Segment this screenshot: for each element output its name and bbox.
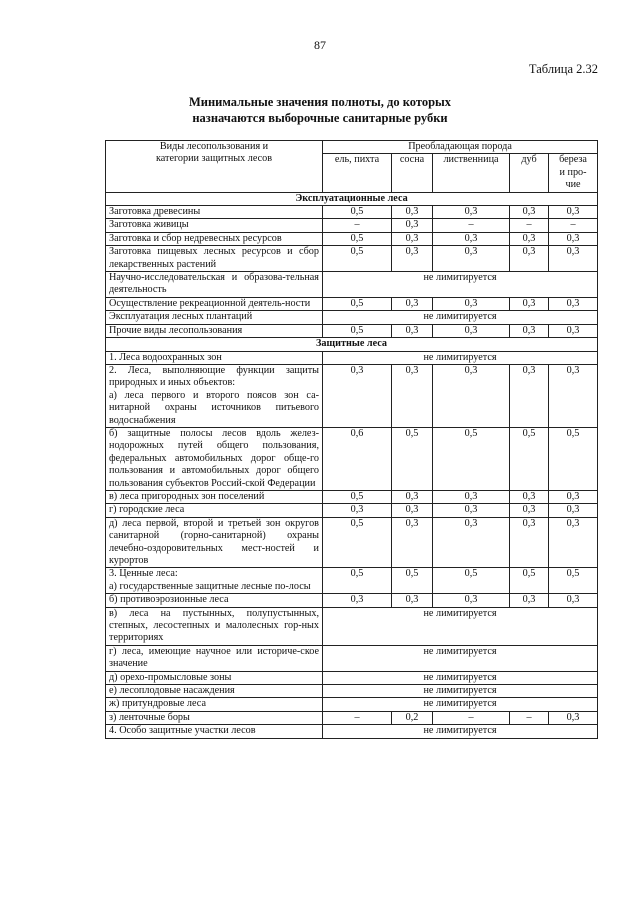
not-limited-note: не лимитируется — [323, 607, 598, 645]
not-limited-note: не лимитируется — [323, 698, 598, 711]
density-value: – — [433, 711, 510, 724]
not-limited-note: не лимитируется — [323, 671, 598, 684]
density-value: 0,3 — [549, 297, 598, 310]
row-category-name: Заготовка и сбор недревесных ресурсов — [106, 232, 323, 245]
density-value: 0,5 — [433, 568, 510, 594]
table-row — [106, 504, 598, 517]
density-value: 0,3 — [392, 246, 433, 272]
density-value: 0,5 — [323, 324, 392, 337]
header-species-birch-other: береза и про- чие — [549, 154, 598, 192]
density-value: 0,3 — [510, 594, 549, 607]
table-row — [106, 311, 598, 324]
table-label: Таблица 2.32 — [528, 62, 598, 76]
row-category-name: 4. Особо защитные участки лесов — [106, 725, 323, 738]
density-value: 0,3 — [510, 324, 549, 337]
not-limited-note: не лимитируется — [323, 311, 598, 324]
not-limited-note: не лимитируется — [323, 685, 598, 698]
density-value: 0,3 — [433, 517, 510, 568]
density-value: 0,3 — [392, 517, 433, 568]
row-category-name: Научно-исследовательская и образова-тельная деятельность — [106, 272, 323, 298]
density-value: 0,3 — [433, 504, 510, 517]
density-value: 0,3 — [392, 364, 433, 427]
title-line-1: Минимальные значения полноты, до которых — [188, 95, 452, 109]
table-row — [106, 490, 598, 503]
row-category-name: Заготовка пищевых лесных ресурсов и сбор лекарственных растений — [106, 246, 323, 272]
row-category-name: Заготовка живицы — [106, 219, 323, 232]
table-row — [106, 219, 598, 232]
density-value: 0,3 — [433, 206, 510, 219]
row-category-name: Эксплуатация лесных плантаций — [106, 311, 323, 324]
density-value: 0,3 — [433, 232, 510, 245]
density-value: 0,5 — [323, 568, 392, 594]
table-header — [106, 141, 598, 193]
density-value: 0,3 — [392, 219, 433, 232]
density-value: 0,3 — [433, 297, 510, 310]
not-limited-note: не лимитируется — [323, 272, 598, 298]
density-value: 0,3 — [549, 364, 598, 427]
density-value: 0,5 — [323, 490, 392, 503]
row-category-name: Прочие виды лесопользования — [106, 324, 323, 337]
density-value: 0,3 — [510, 504, 549, 517]
table-title — [0, 94, 640, 126]
density-value: 0,5 — [323, 297, 392, 310]
density-value: 0,3 — [549, 490, 598, 503]
not-limited-note: не лимитируется — [323, 351, 598, 364]
row-category-name: в) леса на пустынных, полупустынных, степных, лесостепных и малолесных гор-ных территориях — [106, 607, 323, 645]
row-category-name: б) противоэрозионные леса — [106, 594, 323, 607]
density-value: 0,3 — [510, 232, 549, 245]
density-value: 0,3 — [433, 364, 510, 427]
density-value: 0,5 — [323, 232, 392, 245]
density-value: – — [510, 219, 549, 232]
density-value: 0,2 — [392, 711, 433, 724]
density-value: 0,3 — [510, 490, 549, 503]
section-row — [106, 338, 598, 351]
density-value: 0,3 — [323, 504, 392, 517]
density-value: 0,3 — [549, 504, 598, 517]
density-value: 0,5 — [323, 517, 392, 568]
density-value: 0,3 — [510, 364, 549, 427]
table-row — [106, 517, 598, 568]
row-category-name: д) орехо-промысловые зоны — [106, 671, 323, 684]
density-value: 0,5 — [323, 206, 392, 219]
density-value: 0,3 — [392, 490, 433, 503]
row-category-name: ж) притундровые леса — [106, 698, 323, 711]
table-row — [106, 725, 598, 738]
density-value: 0,3 — [433, 324, 510, 337]
density-value: – — [549, 219, 598, 232]
header-species-oak: дуб — [510, 154, 549, 192]
density-value: 0,5 — [549, 427, 598, 490]
density-value: 0,3 — [549, 324, 598, 337]
density-value: 0,3 — [392, 594, 433, 607]
density-value: 0,5 — [392, 427, 433, 490]
density-value: 0,3 — [549, 206, 598, 219]
row-category-name: 1. Леса водоохранных зон — [106, 351, 323, 364]
not-limited-note: не лимитируется — [323, 725, 598, 738]
density-value: 0,3 — [392, 232, 433, 245]
density-value: 0,5 — [510, 427, 549, 490]
row-category-name: б) защитные полосы лесов вдоль желез-нодорожных путей общего пользования, федеральных автомобильных дорог обще-го пользования и автомобильных дорог общего пользования субъектов Россий-ской Федерации — [106, 427, 323, 490]
row-category-name: в) леса пригородных зон поселений — [106, 490, 323, 503]
table-row — [106, 206, 598, 219]
density-value: 0,3 — [549, 232, 598, 245]
density-value: 0,3 — [323, 594, 392, 607]
table-row — [106, 711, 598, 724]
density-value: – — [433, 219, 510, 232]
row-category-name: е) лесоплодовые насаждения — [106, 685, 323, 698]
density-value: 0,3 — [433, 246, 510, 272]
density-value: 0,5 — [510, 568, 549, 594]
density-value: 0,5 — [323, 246, 392, 272]
density-value: 0,3 — [549, 711, 598, 724]
table-row — [106, 645, 598, 671]
table-row — [106, 232, 598, 245]
table-row — [106, 324, 598, 337]
polnota-table — [105, 140, 598, 739]
row-category-name: д) леса первой, второй и третьей зон округов санитарной (горно-санитарной) охраны лечебно-оздоровительных мест-ностей и курортов — [106, 517, 323, 568]
table-row — [106, 351, 598, 364]
density-value: 0,3 — [392, 504, 433, 517]
section-row — [106, 192, 598, 205]
density-value: 0,3 — [549, 517, 598, 568]
row-category-name: Осуществление рекреационной деятель-ности — [106, 297, 323, 310]
table-row — [106, 272, 598, 298]
table-row — [106, 685, 598, 698]
row-category-name: 2. Леса, выполняющие функции защиты природных и иных объектов: а) леса первого и второго поясов зон са-нитарной охраны источников питьевого водоснабжения — [106, 364, 323, 427]
title-line-2: назначаются выборочные санитарные рубки — [192, 111, 448, 125]
density-value: 0,5 — [549, 568, 598, 594]
density-value: 0,3 — [392, 206, 433, 219]
density-value: 0,3 — [323, 364, 392, 427]
row-category-name: 3. Ценные леса: а) государственные защитные лесные по-лосы — [106, 568, 323, 594]
density-value: 0,3 — [549, 594, 598, 607]
table-row — [106, 246, 598, 272]
page-number: 87 — [314, 38, 326, 52]
table-row — [106, 607, 598, 645]
density-value: 0,3 — [510, 246, 549, 272]
density-value: – — [323, 219, 392, 232]
density-value: 0,3 — [510, 517, 549, 568]
header-dominant-species: Преобладающая порода — [323, 141, 598, 154]
density-value: 0,3 — [510, 206, 549, 219]
row-category-name: з) ленточные боры — [106, 711, 323, 724]
header-species-pine: сосна — [392, 154, 433, 192]
density-value: 0,5 — [392, 568, 433, 594]
header-species-spruce-fir: ель, пихта — [323, 154, 392, 192]
density-value: 0,3 — [392, 324, 433, 337]
row-category-name: г) леса, имеющие научное или историче-ское значение — [106, 645, 323, 671]
table-body — [106, 192, 598, 738]
row-category-name: г) городские леса — [106, 504, 323, 517]
density-value: 0,3 — [392, 297, 433, 310]
density-value: 0,3 — [510, 297, 549, 310]
not-limited-note: не лимитируется — [323, 645, 598, 671]
density-value: 0,3 — [433, 490, 510, 503]
table-row — [106, 364, 598, 427]
table-row — [106, 568, 598, 594]
density-value: – — [323, 711, 392, 724]
header-species-larch: лиственница — [433, 154, 510, 192]
density-value: 0,3 — [433, 594, 510, 607]
table-row — [106, 594, 598, 607]
density-value: 0,5 — [433, 427, 510, 490]
row-category-name: Заготовка древесины — [106, 206, 323, 219]
table-row — [106, 427, 598, 490]
section-title: Эксплуатационные леса — [106, 192, 598, 205]
table-row — [106, 297, 598, 310]
section-title: Защитные леса — [106, 338, 598, 351]
density-value: – — [510, 711, 549, 724]
header-activity-category: Виды лесопользования и категории защитных лесов — [106, 141, 323, 193]
density-value: 0,3 — [549, 246, 598, 272]
table-row — [106, 671, 598, 684]
density-value: 0,6 — [323, 427, 392, 490]
table-row — [106, 698, 598, 711]
